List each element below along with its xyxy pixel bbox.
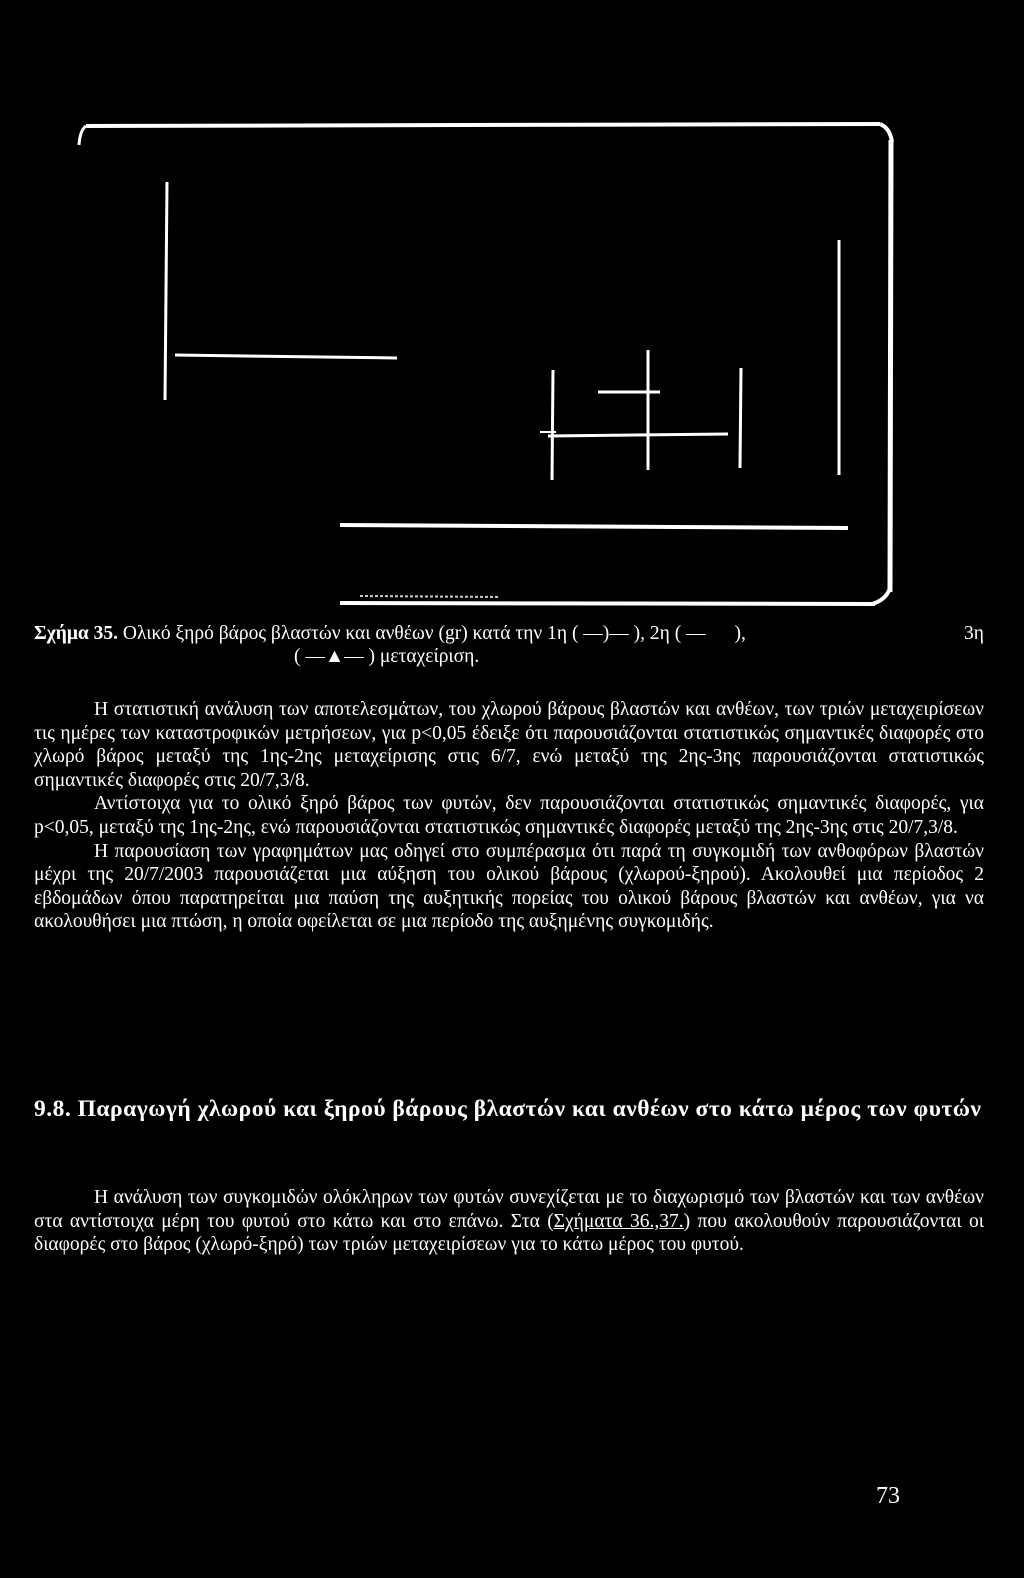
caption-3h: 3η [964,623,984,644]
chart-frame-top [86,124,880,126]
paragraph-dry-weight: Αντίστοιχα για το ολικό ξηρό βάρος των φυτών, δεν παρουσιάζονται στατιστικώς σημαντικές διαφορές, για p<0,05, μεταξύ της 1ης-2ης, ενώ παρουσιάζονται στατιστικώς σημαντικές διαφορές μεταξύ της 2ης-3ης στις 20/7,3/8. [34,793,984,838]
paragraph-b-before: Η ανάλυση των συγκομιδών ολόκληρων των φυτών συνεχίζεται με το διαχωρισμό των βλαστών και των ανθέων στα αντίστοιχα μέρη του φυτού στο κάτω και στο επάνω. Στα [34,1187,984,1232]
series-1-vertical-segment [165,182,167,400]
paragraph-statistical-analysis: Η στατιστική ανάλυση των αποτελεσμάτων, του χλωρού βάρους βλαστών και ανθέων, των τριών μεταχειρίσεων τις ημέρες των καταστροφικών μετρήσεων, για p<0,05 έδειξε ότι παρουσιάζονται στατιστικώς σημαντικές διαφορές στο χλωρό βάρος μεταξύ της 1ης-2ης μεταχείρισης στις 6/7, ενώ μεταξύ της 2ης-3ης παρουσιάζονται στατιστικώς σημαντικές διαφορές στις 20/7,3/8. [34,699,984,791]
caption-tail: ), [734,623,746,644]
series-1-horizontal-segment [175,355,397,358]
chart-frame-bottom-speckle [360,596,500,597]
chart-frame-bottom [340,603,875,604]
figure-35-chart [0,0,1024,610]
chart-frame-right [890,140,891,592]
error-bar-1 [552,370,553,480]
chart-baseline [340,525,848,528]
error-bar-3 [740,368,741,468]
figure-reference: (Σχήματα 36.,37.) [547,1210,691,1232]
section-heading [34,1093,984,1125]
caption-text: Ολικό ξηρό βάρος βλαστών και ανθέων (gr) κατά την 1η ( —)— ), 2η ( — [122,623,706,644]
chart-frame-top-left-corner [79,126,86,145]
figure-caption [34,622,984,668]
page-number: 73 [876,1483,900,1509]
section-title: Παραγωγή χλωρού και ξηρού βάρους βλαστών και ανθέων στο κάτω μέρος των φυτών [77,1096,982,1122]
caption-label: Σχήμα 35. [34,623,119,644]
paragraph-graph-conclusion: Η παρουσίαση των γραφημάτων μας οδηγεί στο συμπέρασμα ότι παρά τη συγκομιδή των ανθοφόρων βλαστών μέχρι της 20/7/2003 παρουσιάζεται μια αύξηση του ολικού βάρους (χλωρού-ξηρού). Ακολουθεί μια περίοδος 2 εβδομάδων όπου παρατηρείται μια παύση της αυξητικής πορείας του ολικού βάρους βλαστών και ανθέων, για να ακολουθήσει μια πτώση, η οποία οφείλεται σε μια περίοδο της αυξημένης συγκομιδής. [34,840,984,933]
section-number: 9.8. [34,1096,72,1122]
section-text [34,1186,984,1257]
chart-frame-top-right-corner [880,124,892,142]
paragraph-b-after: που ακολουθούν παρουσιάζονται οι διαφορές στο βάρος (χλωρό-ξηρό) των τριών μεταχειρίσεων για το κάτω μέρος του φυτού. [34,1210,985,1256]
paragraph-harvest-analysis [34,1186,984,1257]
results-text [34,698,984,934]
caption-line-1 [34,622,984,645]
series-3-segment [548,434,728,436]
chart-frame-bottom-right-corner [872,588,890,604]
caption-line-2: ( —▲— ) μεταχείριση. [294,646,480,667]
